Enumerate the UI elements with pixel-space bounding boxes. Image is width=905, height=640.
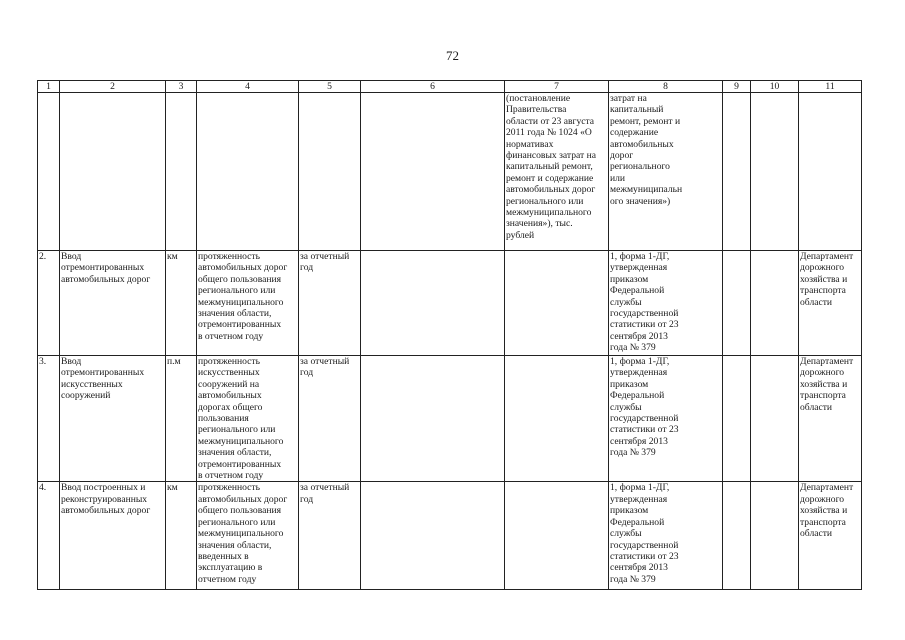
cell-number: 4.: [38, 482, 60, 590]
cell-responsible: Департамент дорожного хозяйства и транспорта области: [799, 251, 862, 356]
table-header-row: [38, 81, 862, 93]
cell-period: за отчетный год: [299, 356, 361, 482]
column-header: 1: [38, 81, 60, 93]
page-number: 72: [446, 48, 459, 63]
cell-col9: [723, 251, 751, 356]
cell-col6: [361, 251, 505, 356]
cell-period: [299, 93, 361, 251]
cell-col6: [361, 356, 505, 482]
cell-unit: км: [166, 482, 197, 590]
column-header: 5: [299, 81, 361, 93]
cell-source: затрат на капитальный ремонт, ремонт и содержание автомобильных дорог регионального или межмуниципальн ого значения»): [609, 93, 723, 251]
column-header: 6: [361, 81, 505, 93]
cell-responsible: Департамент дорожного хозяйства и транспорта области: [799, 356, 862, 482]
column-header: 4: [197, 81, 299, 93]
cell-period: за отчетный год: [299, 482, 361, 590]
table-row: [38, 356, 862, 482]
cell-indicator-name: [60, 93, 166, 251]
cell-unit: [166, 93, 197, 251]
cell-col9: [723, 93, 751, 251]
cell-unit: км: [166, 251, 197, 356]
cell-indicator-name: Ввод построенных и реконструированных автомобильных дорог: [60, 482, 166, 590]
cell-number: 2.: [38, 251, 60, 356]
cell-source: 1, форма 1-ДГ, утвержденная приказом Федеральной службы государственной статистики от 23 сентября 2013 года № 379: [609, 482, 723, 590]
cell-responsible: Департамент дорожного хозяйства и транспорта области: [799, 482, 862, 590]
cell-col6: [361, 482, 505, 590]
cell-source: 1, форма 1-ДГ, утвержденная приказом Федеральной службы государственной статистики от 23 сентября 2013 года № 379: [609, 356, 723, 482]
cell-period: за отчетный год: [299, 251, 361, 356]
cell-indicator-name: Ввод отремонтированных искусственных сооружений: [60, 356, 166, 482]
column-header: 9: [723, 81, 751, 93]
column-header: 11: [799, 81, 862, 93]
cell-col9: [723, 356, 751, 482]
cell-definition: протяженность автомобильных дорог общего пользования регионального или межмуниципального значения области, отремонтированных в отчетном году: [197, 251, 299, 356]
column-header: 10: [751, 81, 799, 93]
cell-col10: [751, 93, 799, 251]
indicators-table: [37, 80, 862, 590]
table-row: [38, 93, 862, 251]
cell-col10: [751, 356, 799, 482]
cell-definition: [197, 93, 299, 251]
cell-col7: [505, 482, 609, 590]
cell-number: 3.: [38, 356, 60, 482]
column-header: 8: [609, 81, 723, 93]
cell-col9: [723, 482, 751, 590]
cell-unit: п.м: [166, 356, 197, 482]
table-row: [38, 482, 862, 590]
cell-indicator-name: Ввод отремонтированных автомобильных дорог: [60, 251, 166, 356]
cell-col7: [505, 251, 609, 356]
cell-source: 1, форма 1-ДГ, утвержденная приказом Федеральной службы государственной статистики от 23 сентября 2013 года № 379: [609, 251, 723, 356]
cell-responsible: [799, 93, 862, 251]
column-header: 2: [60, 81, 166, 93]
cell-number: [38, 93, 60, 251]
cell-col6: [361, 93, 505, 251]
table-row: [38, 251, 862, 356]
cell-col7: [505, 356, 609, 482]
cell-definition: протяженность автомобильных дорог общего пользования регионального или межмуниципального значения области, введенных в эксплуатацию в отчетном году: [197, 482, 299, 590]
cell-col10: [751, 482, 799, 590]
cell-col7: (постановление Правительства области от 23 августа 2011 года № 1024 «О нормативах финансовых затрат на капитальный ремонт, ремонт и содержание автомобильных дорог регионального или межмуниципального значения»), тыс. рублей: [505, 93, 609, 251]
cell-col10: [751, 251, 799, 356]
column-header: 3: [166, 81, 197, 93]
cell-definition: протяженность искусственных сооружений на автомобильных дорогах общего пользования регионального или межмуниципального значения области, отремонтированных в отчетном году: [197, 356, 299, 482]
column-header: 7: [505, 81, 609, 93]
